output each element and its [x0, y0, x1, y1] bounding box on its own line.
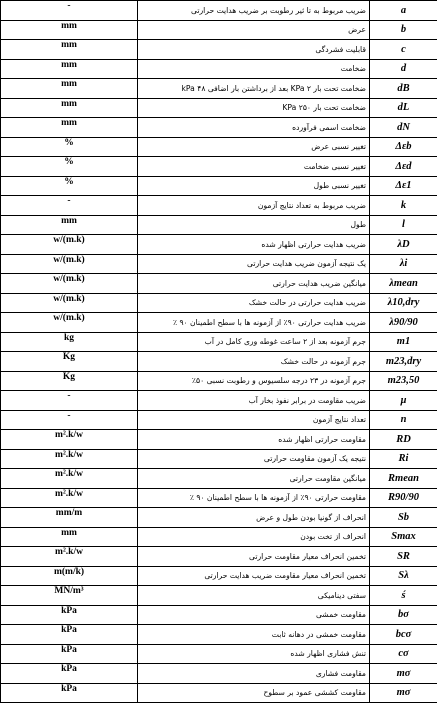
description-cell: جرم آزمونه در ۲۳ درجه سلسیوس و رطوبت نسبی ۵۰٪: [138, 371, 370, 391]
description-cell: ضریب مقاومت در برابر نفوذ بخار آب: [138, 391, 370, 411]
symbol-cell: Rmean: [370, 469, 437, 489]
unit-cell: kPa: [1, 644, 138, 664]
symbol-cell: Ri: [370, 449, 437, 469]
unit-cell: mm: [1, 98, 138, 118]
unit-cell: kPa: [1, 683, 138, 703]
unit-cell: mm/m: [1, 508, 138, 528]
unit-cell: m².k/w: [1, 469, 138, 489]
description-cell: ضخامت تحت بار ۲ KPa بعد از برداشتن بار اضافی ۴۸ kPa: [138, 79, 370, 99]
description-cell: مقاومت حرارتی ۹۰٪ از آزمونه ها با سطح اطمینان ۹۰ ٪: [138, 488, 370, 508]
unit-cell: kPa: [1, 664, 138, 684]
symbol-cell: n: [370, 410, 437, 430]
symbol-cell: λ10,dry: [370, 293, 437, 313]
symbol-cell: l: [370, 215, 437, 235]
symbol-cell: λmean: [370, 274, 437, 294]
symbol-cell: λ90/90: [370, 313, 437, 333]
description-cell: ضریب هدایت حرارتی در حالت خشک: [138, 293, 370, 313]
table-row: [1, 352, 437, 372]
symbol-cell: R90/90: [370, 488, 437, 508]
unit-cell: -: [1, 391, 138, 411]
table-row: [1, 274, 437, 294]
unit-cell: mm: [1, 79, 138, 99]
table-row: [1, 664, 437, 684]
symbol-cell: dN: [370, 118, 437, 138]
table-row: [1, 215, 437, 235]
table-row: [1, 293, 437, 313]
table-row: [1, 469, 437, 489]
table-row: [1, 59, 437, 79]
symbols-table-body: [1, 1, 437, 703]
unit-cell: %: [1, 137, 138, 157]
table-row: [1, 157, 437, 177]
symbol-cell: SR: [370, 547, 437, 567]
description-cell: تنش فشاری اظهار شده: [138, 644, 370, 664]
symbol-cell: b: [370, 20, 437, 40]
table-row: [1, 118, 437, 138]
unit-cell: mm: [1, 40, 138, 60]
table-row: [1, 430, 437, 450]
description-cell: ضخامت اسمی فرآورده: [138, 118, 370, 138]
unit-cell: -: [1, 196, 138, 216]
symbol-cell: Sb: [370, 508, 437, 528]
description-cell: جرم آزمونه بعد از ۲ ساعت غوطه وری کامل در آب: [138, 332, 370, 352]
unit-cell: m².k/w: [1, 449, 138, 469]
table-row: [1, 586, 437, 606]
description-cell: مقاومت حرارتی اظهار شده: [138, 430, 370, 450]
unit-cell: kPa: [1, 625, 138, 645]
table-row: [1, 527, 437, 547]
unit-cell: kPa: [1, 605, 138, 625]
symbol-cell: Δεb: [370, 137, 437, 157]
symbol-cell: Δε1: [370, 176, 437, 196]
symbol-cell: λi: [370, 254, 437, 274]
description-cell: سفتی دینامیکی: [138, 586, 370, 606]
description-cell: تغییر نسبی طول: [138, 176, 370, 196]
symbol-cell: cσ: [370, 644, 437, 664]
symbol-cell: λD: [370, 235, 437, 255]
description-cell: مقاومت فشاری: [138, 664, 370, 684]
unit-cell: Kg: [1, 371, 138, 391]
symbol-cell: Smax: [370, 527, 437, 547]
description-cell: نتیجه یک آزمون مقاومت حرارتی: [138, 449, 370, 469]
description-cell: تغییر نسبی ضخامت: [138, 157, 370, 177]
table-row: [1, 605, 437, 625]
symbol-cell: c: [370, 40, 437, 60]
unit-cell: mm: [1, 118, 138, 138]
description-cell: ضخامت: [138, 59, 370, 79]
symbol-cell: k: [370, 196, 437, 216]
unit-cell: w/(m.k): [1, 313, 138, 333]
description-cell: مقاومت خمشی: [138, 605, 370, 625]
description-cell: انحراف از گونیا بودن طول و عرض: [138, 508, 370, 528]
description-cell: مقاومت کششی عمود بر سطوح: [138, 683, 370, 703]
unit-cell: mm: [1, 20, 138, 40]
description-cell: میانگین مقاومت حرارتی: [138, 469, 370, 489]
table-row: [1, 196, 437, 216]
unit-cell: mm: [1, 59, 138, 79]
description-cell: یک نتیجه آزمون ضریب هدایت حرارتی: [138, 254, 370, 274]
description-cell: تعداد نتایج آزمون: [138, 410, 370, 430]
unit-cell: kg: [1, 332, 138, 352]
description-cell: تخمین انحراف معیار مقاومت ضریب هدایت حرارتی: [138, 566, 370, 586]
symbol-cell: m23,50: [370, 371, 437, 391]
symbol-cell: bcσ: [370, 625, 437, 645]
description-cell: ضریب مربوط به تا ثیر رطوبت بر ضریب هدایت حرارتی: [138, 1, 370, 21]
unit-cell: mm: [1, 527, 138, 547]
table-row: [1, 313, 437, 333]
unit-cell: %: [1, 176, 138, 196]
unit-cell: -: [1, 1, 138, 21]
table-row: [1, 79, 437, 99]
unit-cell: w/(m.k): [1, 254, 138, 274]
symbol-cell: m1: [370, 332, 437, 352]
description-cell: ضریب هدایت حرارتی اظهار شده: [138, 235, 370, 255]
table-row: [1, 1, 437, 21]
unit-cell: -: [1, 410, 138, 430]
description-cell: ضریب مربوط به تعداد نتایج آزمون: [138, 196, 370, 216]
table-row: [1, 137, 437, 157]
table-row: [1, 488, 437, 508]
table-row: [1, 508, 437, 528]
description-cell: انحراف از تخت بودن: [138, 527, 370, 547]
symbol-cell: dL: [370, 98, 437, 118]
table-row: [1, 332, 437, 352]
symbol-cell: mσ: [370, 683, 437, 703]
table-row: [1, 410, 437, 430]
unit-cell: m².k/w: [1, 488, 138, 508]
table-row: [1, 683, 437, 703]
symbol-cell: dB: [370, 79, 437, 99]
symbol-cell: a: [370, 1, 437, 21]
unit-cell: m².k/w: [1, 547, 138, 567]
symbol-cell: Sλ: [370, 566, 437, 586]
symbol-cell: bσ: [370, 605, 437, 625]
description-cell: مقاومت خمشی در دهانه ثابت: [138, 625, 370, 645]
table-row: [1, 391, 437, 411]
description-cell: عرض: [138, 20, 370, 40]
table-row: [1, 20, 437, 40]
unit-cell: w/(m.k): [1, 274, 138, 294]
table-row: [1, 98, 437, 118]
description-cell: ضخامت تحت بار ۲۵۰ KPa: [138, 98, 370, 118]
unit-cell: w/(m.k): [1, 293, 138, 313]
symbol-cell: ś: [370, 586, 437, 606]
symbol-cell: m23,dry: [370, 352, 437, 372]
description-cell: ضریب هدایت حرارتی ۹۰٪ از آزمونه ها با سطح اطمینان ۹۰ ٪: [138, 313, 370, 333]
symbol-cell: μ: [370, 391, 437, 411]
table-row: [1, 40, 437, 60]
description-cell: تغییر نسبی عرض: [138, 137, 370, 157]
table-row: [1, 254, 437, 274]
symbol-cell: d: [370, 59, 437, 79]
table-row: [1, 176, 437, 196]
unit-cell: MN/m³: [1, 586, 138, 606]
table-row: [1, 566, 437, 586]
description-cell: تخمین انحراف معیار مقاومت حرارتی: [138, 547, 370, 567]
table-row: [1, 235, 437, 255]
table-row: [1, 371, 437, 391]
description-cell: جرم آزمونه در حالت خشک: [138, 352, 370, 372]
unit-cell: %: [1, 157, 138, 177]
table-row: [1, 644, 437, 664]
description-cell: میانگین ضریب هدایت حرارتی: [138, 274, 370, 294]
table-row: [1, 449, 437, 469]
description-cell: طول: [138, 215, 370, 235]
description-cell: قابلیت فشردگی: [138, 40, 370, 60]
unit-cell: m(m/k): [1, 566, 138, 586]
unit-cell: w/(m.k): [1, 235, 138, 255]
symbol-cell: mσ: [370, 664, 437, 684]
unit-cell: Kg: [1, 352, 138, 372]
symbol-cell: Δεd: [370, 157, 437, 177]
unit-cell: mm: [1, 215, 138, 235]
symbol-cell: RD: [370, 430, 437, 450]
unit-cell: m².k/w: [1, 430, 138, 450]
table-row: [1, 625, 437, 645]
table-row: [1, 547, 437, 567]
